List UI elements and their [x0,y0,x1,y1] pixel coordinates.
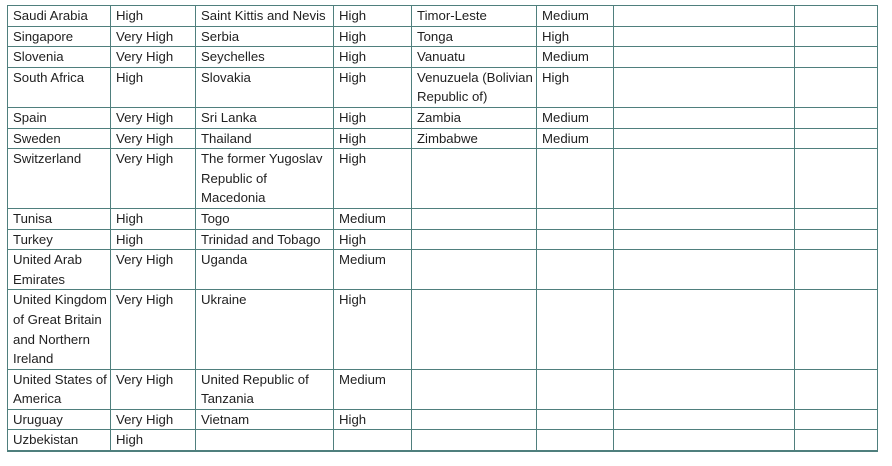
cell-rating-b: High [334,6,412,27]
cell-country-a: Saudi Arabia [8,6,111,27]
cell-rating-a: Very High [111,290,196,369]
cell-rating-d [795,6,878,27]
cell-rating-c [537,208,614,229]
table-row [8,47,878,68]
cell-country-b: Sri Lanka [196,107,334,128]
cell-country-b: Togo [196,208,334,229]
cell-rating-a: High [111,67,196,107]
cell-country-b: The former Yugoslav Republic of Macedonia [196,149,334,209]
table-row [8,208,878,229]
table-row [8,229,878,250]
cell-rating-c [537,250,614,290]
cell-rating-d [795,409,878,430]
cell-rating-a: High [111,229,196,250]
table-row [8,409,878,430]
cell-country-a: United Kingdom of Great Britain and Northern Ireland [8,290,111,369]
cell-rating-d [795,47,878,68]
cell-country-c [412,369,537,409]
cell-rating-c: Medium [537,128,614,149]
cell-rating-c: Medium [537,47,614,68]
cell-rating-c [537,149,614,209]
cell-rating-a: Very High [111,128,196,149]
cell-rating-b [334,430,412,451]
cell-country-d [614,26,795,47]
cell-country-a: Switzerland [8,149,111,209]
cell-country-d [614,208,795,229]
cell-rating-b: High [334,229,412,250]
table-row [8,6,878,27]
cell-country-b: Seychelles [196,47,334,68]
cell-country-b: Serbia [196,26,334,47]
table-body [8,6,878,452]
cell-country-a: Uruguay [8,409,111,430]
table-row [8,107,878,128]
cell-country-d [614,369,795,409]
cell-rating-d [795,290,878,369]
cell-rating-d [795,26,878,47]
cell-country-a: South Africa [8,67,111,107]
cell-country-c: Tonga [412,26,537,47]
cell-rating-d [795,369,878,409]
cell-country-d [614,67,795,107]
table-row [8,26,878,47]
cell-country-a: Spain [8,107,111,128]
cell-rating-c [537,409,614,430]
table-row [8,430,878,451]
cell-country-d [614,290,795,369]
cell-country-d [614,47,795,68]
cell-country-b: Thailand [196,128,334,149]
cell-country-b: Saint Kittis and Nevis [196,6,334,27]
cell-rating-d [795,250,878,290]
cell-rating-c: High [537,26,614,47]
cell-rating-d [795,128,878,149]
table-row [8,149,878,209]
cell-country-b: Trinidad and Tobago [196,229,334,250]
cell-country-a: Turkey [8,229,111,250]
cell-country-c: Venuzuela (Bolivian Republic of) [412,67,537,107]
cell-rating-b: Medium [334,208,412,229]
cell-rating-a: High [111,6,196,27]
cell-rating-d [795,107,878,128]
cell-country-a: Tunisa [8,208,111,229]
cell-rating-a: Very High [111,26,196,47]
cell-rating-b: High [334,107,412,128]
cell-rating-a: Very High [111,409,196,430]
cell-country-c: Zambia [412,107,537,128]
cell-country-b: Vietnam [196,409,334,430]
cell-rating-a: Very High [111,149,196,209]
cell-country-b: United Republic of Tanzania [196,369,334,409]
country-rating-table [7,5,878,452]
cell-rating-a: High [111,208,196,229]
cell-rating-b: High [334,409,412,430]
cell-rating-c [537,430,614,451]
cell-country-a: United Arab Emirates [8,250,111,290]
cell-rating-c [537,290,614,369]
cell-country-a: Sweden [8,128,111,149]
cell-country-c [412,149,537,209]
cell-rating-a: Very High [111,250,196,290]
table-row [8,67,878,107]
cell-country-c: Timor-Leste [412,6,537,27]
table-row [8,250,878,290]
cell-country-d [614,250,795,290]
table-row [8,369,878,409]
cell-country-c [412,430,537,451]
cell-country-b: Uganda [196,250,334,290]
cell-country-c [412,250,537,290]
cell-rating-c: Medium [537,6,614,27]
cell-rating-b: High [334,47,412,68]
cell-country-b: Ukraine [196,290,334,369]
cell-country-d [614,6,795,27]
table-row [8,290,878,369]
cell-rating-c: Medium [537,107,614,128]
cell-country-c [412,208,537,229]
cell-rating-b: High [334,67,412,107]
cell-rating-c [537,369,614,409]
cell-rating-d [795,430,878,451]
cell-rating-d [795,208,878,229]
cell-country-c: Vanuatu [412,47,537,68]
cell-rating-d [795,229,878,250]
cell-country-b [196,430,334,451]
cell-country-d [614,128,795,149]
cell-country-c [412,409,537,430]
cell-country-d [614,107,795,128]
cell-rating-b: High [334,149,412,209]
cell-country-a: Slovenia [8,47,111,68]
cell-country-c [412,229,537,250]
cell-country-a: United States of America [8,369,111,409]
cell-rating-b: High [334,26,412,47]
cell-country-b: Slovakia [196,67,334,107]
cell-rating-b: Medium [334,250,412,290]
cell-country-d [614,430,795,451]
cell-rating-b: High [334,128,412,149]
cell-rating-a: Very High [111,107,196,128]
cell-country-c [412,290,537,369]
cell-rating-d [795,149,878,209]
cell-country-a: Uzbekistan [8,430,111,451]
cell-rating-a: Very High [111,369,196,409]
cell-country-d [614,229,795,250]
cell-country-d [614,149,795,209]
cell-rating-b: High [334,290,412,369]
cell-country-d [614,409,795,430]
cell-rating-a: Very High [111,47,196,68]
cell-rating-c [537,229,614,250]
cell-country-c: Zimbabwe [412,128,537,149]
cell-country-a: Singapore [8,26,111,47]
table-row [8,128,878,149]
cell-rating-a: High [111,430,196,451]
cell-rating-b: Medium [334,369,412,409]
cell-rating-d [795,67,878,107]
cell-rating-c: High [537,67,614,107]
